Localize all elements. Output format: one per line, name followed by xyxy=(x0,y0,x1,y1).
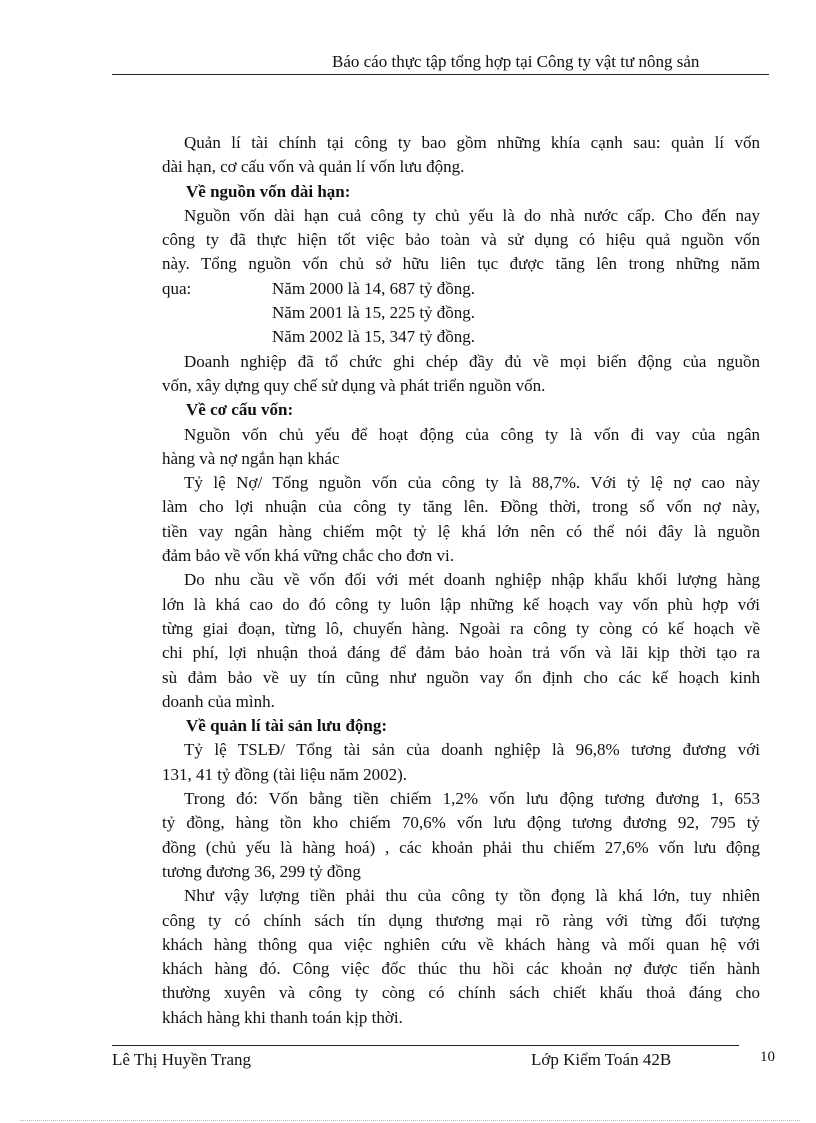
page-number: 10 xyxy=(760,1049,775,1065)
footer-rule xyxy=(112,1045,739,1046)
body-line: công ty có chính sách tín dụng thương mại rõ ràng với từng đối tượng xyxy=(162,910,760,930)
section-heading-capital-structure: Về cơ cấu vốn: xyxy=(186,400,294,420)
body-line: doanh của mình. xyxy=(162,691,275,711)
body-line: vốn, xây dựng quy chế sử dụng và phát triển nguồn vốn. xyxy=(162,375,546,395)
body-line: khách hàng khi thanh toán kịp thời. xyxy=(162,1007,403,1027)
body-line: dài hạn, cơ cấu vốn và quản lí vốn lưu động. xyxy=(162,157,465,177)
body-line-with-year xyxy=(162,277,760,301)
body-line: thường xuyên và công ty còng có chính sách chiết khấu thoả đáng cho xyxy=(162,983,760,1003)
section-heading-long-term-capital: Về nguồn vốn dài hạn: xyxy=(186,181,351,201)
section-heading-current-assets: Về quản lí tài sản lưu động: xyxy=(186,716,388,736)
header-rule xyxy=(112,74,769,75)
year-item-2001: Năm 2001 là 15, 225 tỷ đồng. xyxy=(272,303,476,323)
body-line: tiền vay ngân hàng chiếm một tỷ lệ khá lớn nên có thể nói đây là nguồn xyxy=(162,521,760,541)
page-header-title: Báo cáo thực tập tổng hợp tại Công ty vật tư nông sản xyxy=(332,52,700,71)
page-bottom-dotted-border xyxy=(20,1120,800,1121)
body-line: này. Tổng nguồn vốn chủ sở hữu liên tục được tăng lên trong những năm xyxy=(162,254,760,274)
body-line: làm cho lợi nhuận của công ty tăng lên. Đồng thời, trong số vốn nợ này, xyxy=(162,497,760,517)
body-line: Tỷ lệ Nợ/ Tổng nguồn vốn của công ty là 88,7%. Với tỷ lệ nợ cao này xyxy=(184,473,760,493)
body-line: hàng và nợ ngắn hạn khác xyxy=(162,448,340,468)
body-line: Quản lí tài chính tại công ty bao gồm những khía cạnh sau: quản lí vốn xyxy=(184,133,760,152)
body-line: công ty đã thực hiện tốt việc bảo toàn và sử dụng có hiệu quả nguồn vốn xyxy=(162,230,760,250)
body-line: 131, 41 tỷ đồng (tài liệu năm 2002). xyxy=(162,764,408,784)
body-line: qua: xyxy=(162,278,192,298)
body-line: khách hàng đó. Công việc đốc thúc thu hồi các khoản nợ được tiến hành xyxy=(162,959,760,979)
body-line: từng giai đoạn, từng lô, chuyến hàng. Ngoài ra công ty còng có kế hoạch về xyxy=(162,618,760,638)
body-line: đảm bảo về vốn khá vững chắc cho đơn vi. xyxy=(162,546,455,566)
body-line: Như vậy lượng tiền phải thu của công ty tồn đọng là khá lớn, tuy nhiên xyxy=(184,886,760,906)
body-line: Nguồn vốn chủ yếu để hoạt động của công ty là vốn đi vay của ngân xyxy=(184,424,760,444)
body-line: Tỷ lệ TSLĐ/ Tổng tài sản của doanh nghiệp là 96,8% tương đương với xyxy=(184,740,760,760)
body-line: Trong đó: Vốn bằng tiền chiếm 1,2% vốn lưu động tương đương 1, 653 xyxy=(184,789,760,809)
body-line: Nguồn vốn dài hạn cuả công ty chủ yếu là do nhà nước cấp. Cho đến nay xyxy=(184,205,760,225)
body-line: chi phí, lợi nhuận thoả đáng để đảm bảo hoàn trả vốn và lãi kịp thời tạo ra xyxy=(162,643,760,663)
body-line: khách hàng thông qua việc nghiên cứu về khách hàng và mối quan hệ với xyxy=(162,934,760,954)
document-body xyxy=(162,131,760,1030)
year-item-2002: Năm 2002 là 15, 347 tỷ đồng. xyxy=(272,327,476,347)
year-item-2000: Năm 2000 là 14, 687 tỷ đồng. xyxy=(272,278,476,298)
body-line: tương đương 36, 299 tỷ đồng xyxy=(162,861,361,881)
body-line: tỷ đồng, hàng tồn kho chiếm 70,6% vốn lưu động tương đương 92, 795 tỷ xyxy=(162,813,760,833)
footer-author: Lê Thị Huyền Trang xyxy=(112,1050,251,1069)
body-line: sù đảm bảo về uy tín cũng như nguồn vay ổn định cho các kế hoạch kinh xyxy=(162,667,760,687)
body-line: đồng (chủ yếu là hàng hoá) , các khoản phải thu chiếm 27,6% vốn lưu động xyxy=(162,837,760,857)
body-line: Doanh nghiệp đã tổ chức ghi chép đầy đủ về mọi biến động của nguồn xyxy=(184,351,760,371)
footer-class-name: Lớp Kiểm Toán 42B xyxy=(531,1050,672,1069)
body-line: Do nhu cầu về vốn đối với mét doanh nghiệp nhập khẩu khối lượng hàng xyxy=(184,570,760,590)
body-line: lớn là khá cao do đó công ty luôn lập những kế hoạch vay vốn phù hợp với xyxy=(162,594,760,614)
